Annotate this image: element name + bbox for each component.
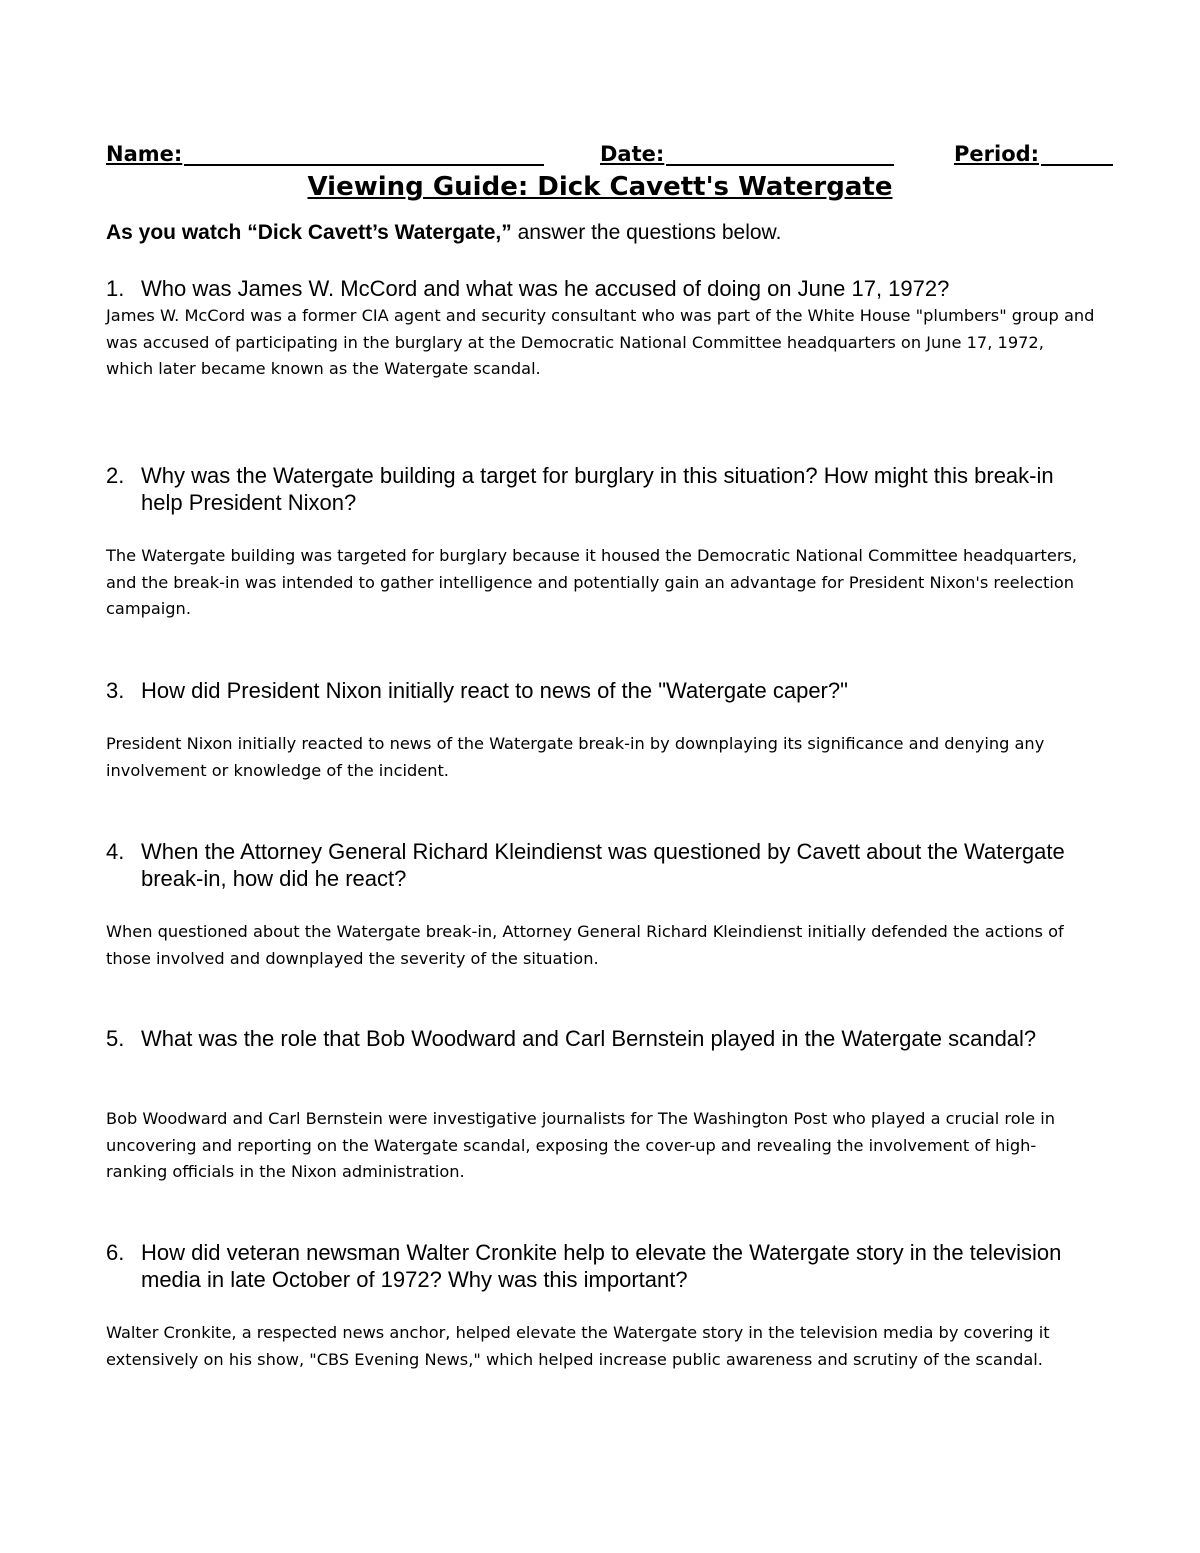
- question-6: [106, 1239, 1096, 1293]
- question-number: 1.: [106, 276, 125, 301]
- question-number: 6.: [106, 1240, 125, 1265]
- answer-4: When questioned about the Watergate break-in, Attorney General Richard Kleindienst initially defended the actions of those involved and downplayed the severity of the situation.: [106, 922, 1064, 968]
- question-number: 3.: [106, 678, 125, 703]
- period-label: Period:: [954, 142, 1040, 166]
- name-field[interactable]: [106, 142, 544, 166]
- question-1: [106, 275, 1096, 302]
- answer-1: James W. McCord was a former CIA agent and security consultant who was part of the White House "plumbers" group and was accused of participating in the burglary at the Democratic National Committee headquarters on June 17, 1972, which later became known as the Watergate scandal.: [106, 306, 1095, 378]
- question-text: What was the role that Bob Woodward and Carl Bernstein played in the Watergate scandal?: [141, 1026, 1037, 1051]
- header-row: [106, 142, 1096, 172]
- question-4: [106, 838, 1096, 892]
- question-text: How did veteran newsman Walter Cronkite help to elevate the Watergate story in the television media in late October of 1972? Why was this important?: [141, 1240, 1062, 1292]
- question-2: [106, 462, 1096, 516]
- question-3: [106, 677, 1096, 704]
- page-title: Viewing Guide: Dick Cavett's Watergate: [307, 172, 893, 202]
- question-5: [106, 1025, 1096, 1052]
- name-blank-line[interactable]: [184, 142, 544, 166]
- answer-5: Bob Woodward and Carl Bernstein were investigative journalists for The Washington Post who played a crucial role in uncovering and reporting on the Watergate scandal, exposing the cover-up and revealing the involvement of high-ranking officials in the Nixon administration.: [106, 1109, 1055, 1181]
- date-field[interactable]: [600, 142, 894, 166]
- period-blank-line[interactable]: [1041, 142, 1113, 166]
- instructions: [106, 221, 1106, 245]
- question-number: 5.: [106, 1026, 125, 1051]
- question-text: How did President Nixon initially react to news of the "Watergate caper?": [141, 678, 848, 703]
- question-number: 4.: [106, 839, 125, 864]
- name-label: Name:: [106, 142, 183, 166]
- instructions-rest: answer the questions below.: [511, 221, 782, 244]
- answer-3: President Nixon initially reacted to news of the Watergate break-in by downplaying its significance and denying any involvement or knowledge of the incident.: [106, 734, 1045, 780]
- instructions-bold: As you watch “Dick Cavett’s Watergate,”: [106, 221, 512, 244]
- question-number: 2.: [106, 463, 125, 488]
- answer-2: The Watergate building was targeted for burglary because it housed the Democratic National Committee headquarters, and the break-in was intended to gather intelligence and potentially gain an advantage for President Nixon's reelection campaign.: [106, 546, 1078, 618]
- answer-6: Walter Cronkite, a respected news anchor, helped elevate the Watergate story in the television media by covering it extensively on his show, "CBS Evening News," which helped increase public awareness and scrutiny of the scandal.: [106, 1323, 1050, 1369]
- question-text: Who was James W. McCord and what was he accused of doing on June 17, 1972?: [141, 276, 950, 301]
- period-field[interactable]: [954, 142, 1113, 166]
- question-text: When the Attorney General Richard Kleindienst was questioned by Cavett about the Watergate break-in, how did he react?: [141, 839, 1065, 891]
- date-blank-line[interactable]: [666, 142, 894, 166]
- question-text: Why was the Watergate building a target for burglary in this situation? How might this break-in help President Nixon?: [141, 463, 1054, 515]
- date-label: Date:: [600, 142, 665, 166]
